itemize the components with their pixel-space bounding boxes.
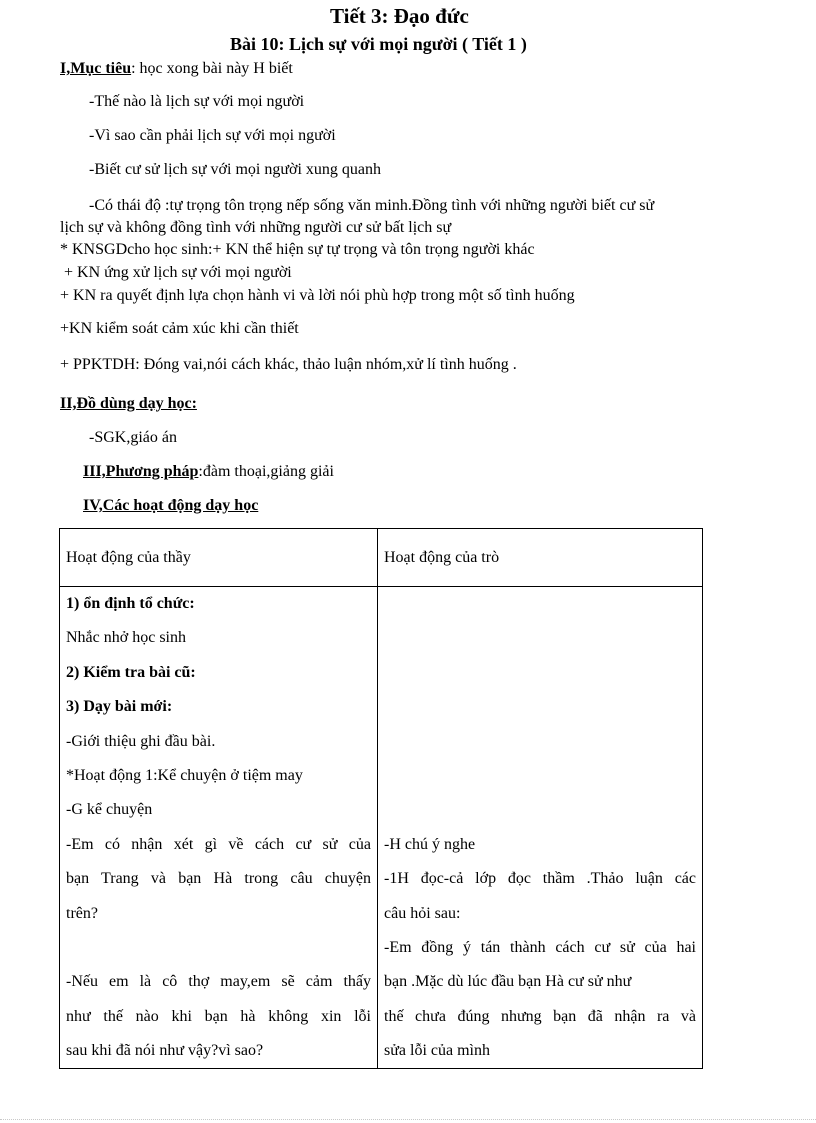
student-line: -1H đọc-cả lớp đọc thầm .Thảo luận các (384, 870, 696, 888)
activities-heading: IV,Các hoạt động dạy học (83, 497, 259, 514)
objectives-line (60, 60, 293, 78)
teacher-line: -Giới thiệu ghi đầu bài. (66, 732, 216, 750)
materials-item: -SGK,giáo án (89, 429, 177, 446)
teacher-line: như thế nào khi bạn hà không xin lỗi (66, 1007, 371, 1025)
student-line (384, 759, 696, 793)
skill-line: +KN kiểm soát cảm xúc khi cần thiết (60, 320, 299, 337)
student-activities-cell (378, 587, 703, 1069)
teacher-line: 1) ổn định tổ chức: (66, 595, 195, 612)
objective-item: -Biết cư sử lịch sự với mọi người xung quanh (89, 161, 382, 178)
teacher-line: -G kể chuyện (66, 801, 153, 819)
objective-item: -Vì sao cần phải lịch sự với mọi người (89, 127, 336, 144)
teacher-line: 3) Dạy bài mới: (66, 698, 173, 716)
method-heading: III,Phương pháp (83, 463, 199, 480)
student-activities-list (384, 587, 696, 1068)
page-title: Tiết 3: Đạo đức (330, 4, 469, 28)
teacher-line: *Hoạt động 1:Kể chuyện ở tiệm may (66, 766, 303, 784)
teacher-line: trên? (66, 904, 98, 922)
teacher-activities-cell (60, 587, 378, 1069)
teacher-line: Nhắc nhở học sinh (66, 629, 186, 647)
teacher-line (66, 931, 371, 965)
student-line: thế chưa đúng nhưng bạn đã nhận ra và (384, 1007, 696, 1025)
skill-line: + KN ứng xử lịch sự với mọi người (64, 264, 292, 281)
table-body-row (60, 587, 703, 1069)
student-line: -H chú ý nghe (384, 835, 476, 853)
attitude-line-1: -Có thái độ :tự trọng tôn trọng nếp sống văn minh.Đồng tình với những người biết cư sử (89, 197, 655, 214)
teacher-line: 2) Kiểm tra bài cũ: (66, 663, 196, 681)
teacher-line: -Em có nhận xét gì về cách cư sử của (66, 835, 371, 853)
skill-line: * KNSGDcho học sinh:+ KN thể hiện sự tự trọng và tôn trọng người khác (60, 241, 535, 258)
student-line: -Em đồng ý tán thành cách cư sử của hai (384, 938, 696, 956)
materials-heading: II,Đồ dùng dạy học: (60, 395, 197, 412)
lesson-subtitle: Bài 10: Lịch sự với mọi người ( Tiết 1 ) (230, 34, 527, 54)
student-line (384, 793, 696, 827)
method-line (83, 463, 334, 481)
table-header-row (60, 529, 703, 587)
column-header-student: Hoạt động của trò (378, 529, 703, 587)
page-bottom-divider (0, 1119, 816, 1120)
teacher-line: -Nếu em là cô thợ may,em sẽ cảm thấy (66, 973, 371, 991)
attitude-line-2: lịch sự và không đồng tình với những người cư sử bất lịch sự (60, 219, 452, 236)
teacher-line: sau khi đã nói như vậy?vì sao? (66, 1042, 264, 1060)
method-techniques-line: + PPKTDH: Đóng vai,nói cách khác, thảo luận nhóm,xử lí tình huống . (60, 356, 517, 373)
student-line (384, 656, 696, 690)
student-line (384, 587, 696, 621)
objective-item: -Thế nào là lịch sự với mọi người (89, 93, 305, 110)
objectives-intro: : học xong bài này H biết (131, 60, 293, 77)
method-text: :đàm thoại,giảng giải (198, 463, 334, 480)
teacher-line: bạn Trang và bạn Hà trong câu chuyện (66, 870, 371, 888)
objectives-heading: I,Mục tiêu (60, 60, 132, 77)
student-line (384, 725, 696, 759)
student-line: sửa lỗi của mình (384, 1042, 490, 1060)
teacher-activities-list (66, 587, 371, 1068)
student-line (384, 690, 696, 724)
column-header-teacher: Hoạt động của thầy (60, 529, 378, 587)
student-line: câu hỏi sau: (384, 904, 461, 922)
lesson-activities-table (59, 528, 703, 1069)
student-line (384, 621, 696, 655)
skill-line: + KN ra quyết định lựa chọn hành vi và lời nói phù hợp trong một số tình huống (60, 287, 575, 304)
student-line: bạn .Mặc dù lúc đầu bạn Hà cư sử như (384, 973, 632, 991)
